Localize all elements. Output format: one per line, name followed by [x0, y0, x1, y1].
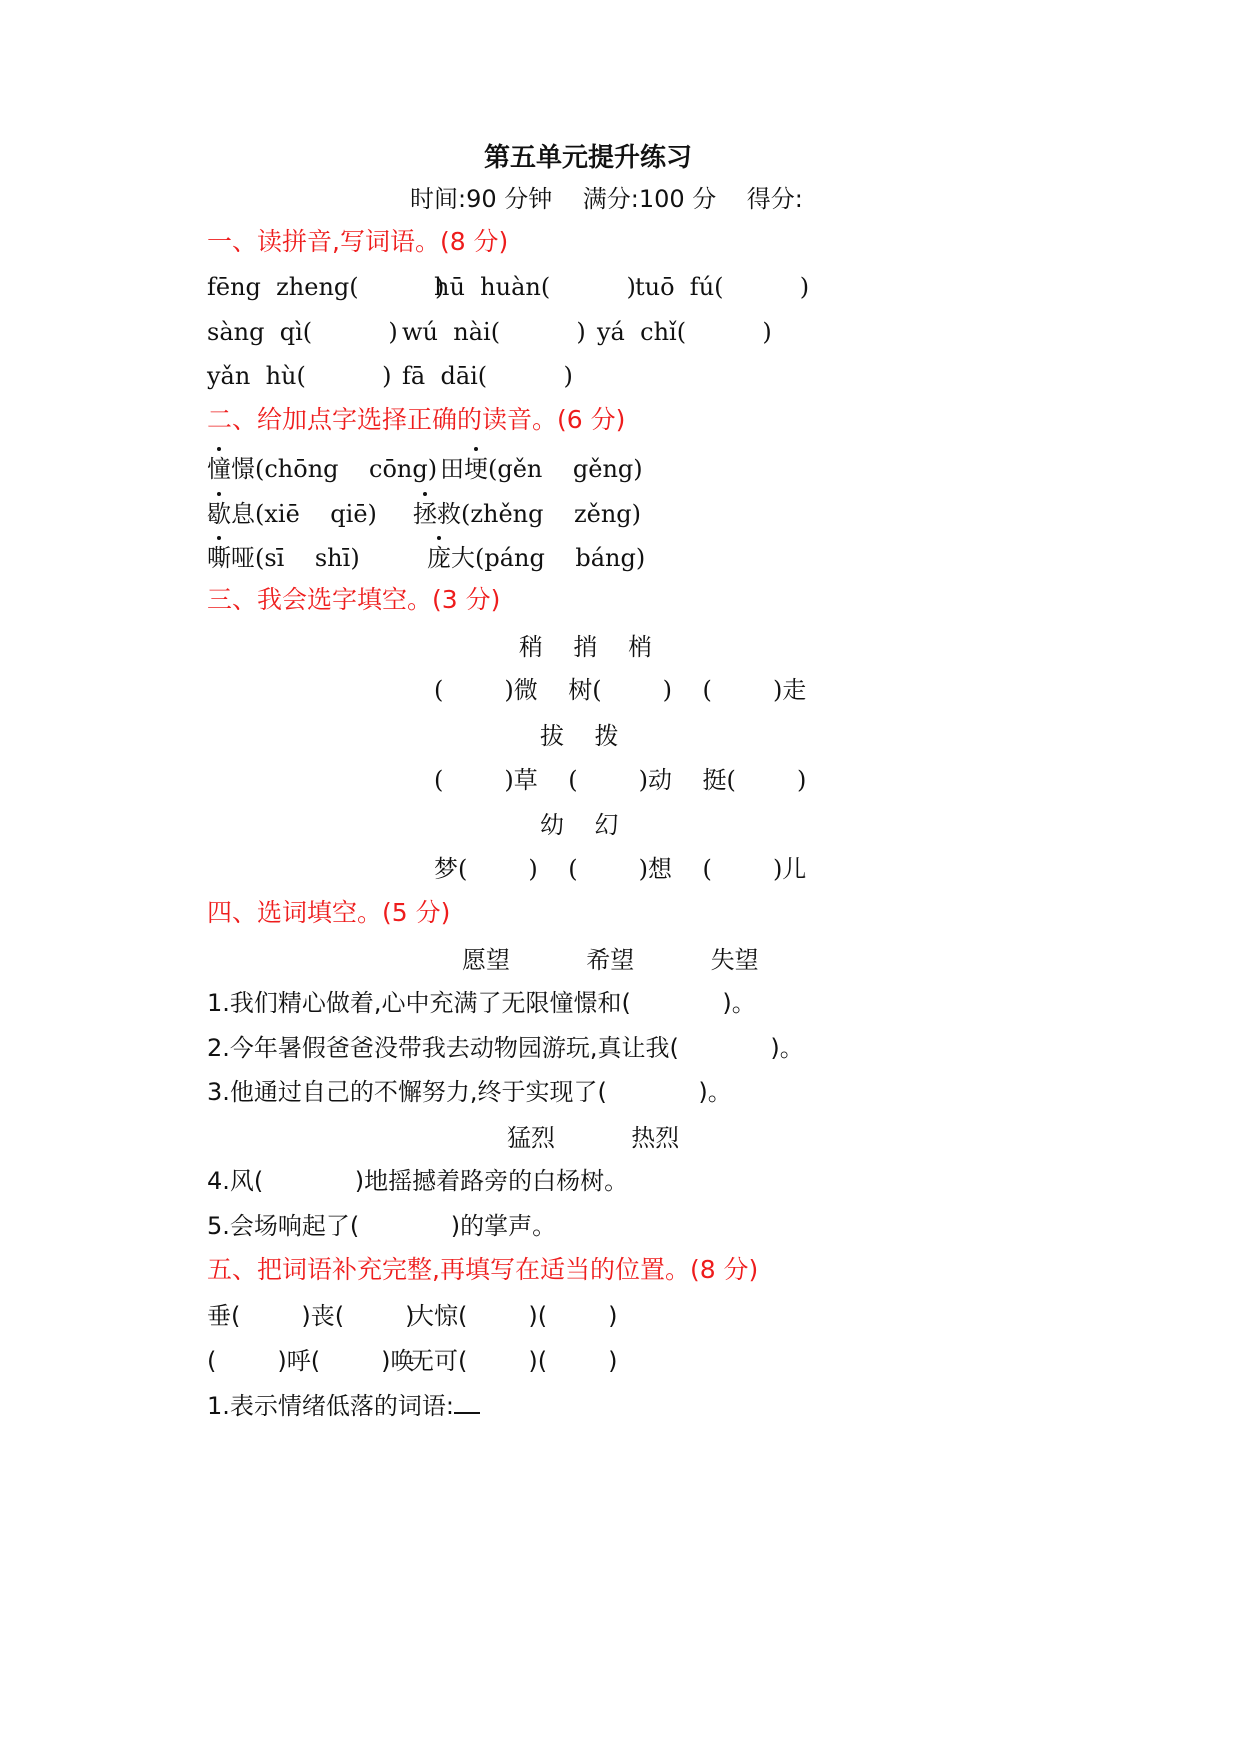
dotted-char: 憧 [207, 455, 231, 483]
dotted-char: 嘶 [207, 544, 231, 572]
reading-item [207, 543, 360, 573]
reading-item [207, 454, 437, 484]
reading-options: 息(xiē qiē) [231, 500, 377, 528]
pinyin-item: fēng zheng( ) [207, 273, 445, 301]
reading-options: (gěn gěng) [488, 455, 643, 483]
char-choices: 拔 拨 [540, 722, 619, 750]
idiom-item: 大惊( )( ) [410, 1302, 618, 1330]
pinyin-item: tuō fú( ) [635, 273, 810, 301]
fill-question: 5.会场响起了( )的掌声。 [207, 1212, 557, 1240]
word-choices: 猛烈 热烈 [507, 1124, 680, 1152]
fill-question [207, 1390, 480, 1421]
reading-item [440, 454, 643, 484]
pinyin-item: sàng qì( ) [207, 318, 398, 346]
reading-options: 救(zhěng zěng) [437, 500, 642, 528]
page-title: 第五单元提升练习 [484, 143, 693, 173]
reading-item [413, 499, 641, 529]
dotted-char: 拯 [413, 500, 437, 528]
pinyin-item: yá chǐ( ) [597, 318, 772, 346]
pinyin-item: fā dāi( ) [402, 362, 573, 390]
reading-item [207, 499, 377, 529]
section-4-heading: 四、选词填空。(5 分) [207, 898, 451, 927]
reading-options: 憬(chōng cōng) [231, 455, 438, 483]
plain-char: 田 [440, 455, 464, 483]
fill-question: 4.风( )地摇撼着路旁的白杨树。 [207, 1167, 629, 1195]
idiom-item: 垂( )丧( ) [207, 1302, 415, 1330]
char-choices: 稍 捎 梢 [519, 633, 653, 661]
char-choices: 幼 幻 [540, 811, 619, 839]
fill-question: 3.他通过自己的不懈努力,终于实现了( )。 [207, 1078, 732, 1106]
idiom-item: 无可( )( ) [410, 1347, 618, 1375]
reading-options: 哑(sī shī) [231, 544, 360, 572]
fill-question: 1.我们精心做着,心中充满了无限憧憬和( )。 [207, 989, 756, 1017]
section-1-heading: 一、读拼音,写词语。(8 分) [207, 227, 509, 256]
fill-question: 2.今年暑假爸爸没带我去动物园游玩,真让我( )。 [207, 1034, 804, 1062]
word-choices: 愿望 希望 失望 [462, 946, 759, 974]
exam-meta: 时间:90 分钟 满分:100 分 得分: [410, 185, 803, 213]
char-blanks: ( )微 树( ) ( )走 [434, 676, 807, 704]
section-3-heading: 三、我会选字填空。(3 分) [207, 585, 501, 614]
pinyin-item: hū huàn( ) [434, 273, 636, 301]
section-5-heading: 五、把词语补充完整,再填写在适当的位置。(8 分) [207, 1255, 759, 1284]
dotted-char: 歇 [207, 500, 231, 528]
char-blanks: 梦( ) ( )想 ( )儿 [434, 855, 807, 883]
pinyin-item: wú nài( ) [402, 318, 586, 346]
dotted-char: 庞 [427, 544, 451, 572]
pinyin-item: yǎn hù( ) [207, 362, 392, 390]
reading-item [427, 543, 645, 573]
question-text: 1.表示情绪低落的词语: [207, 1392, 454, 1420]
char-blanks: ( )草 ( )动 挺( ) [434, 766, 807, 794]
dotted-char: 埂 [464, 455, 488, 483]
reading-options: 大(páng báng) [451, 544, 646, 572]
idiom-item: ( )呼( )唤 [207, 1347, 415, 1375]
answer-underline [454, 1390, 480, 1414]
section-2-heading: 二、给加点字选择正确的读音。(6 分) [207, 405, 626, 434]
